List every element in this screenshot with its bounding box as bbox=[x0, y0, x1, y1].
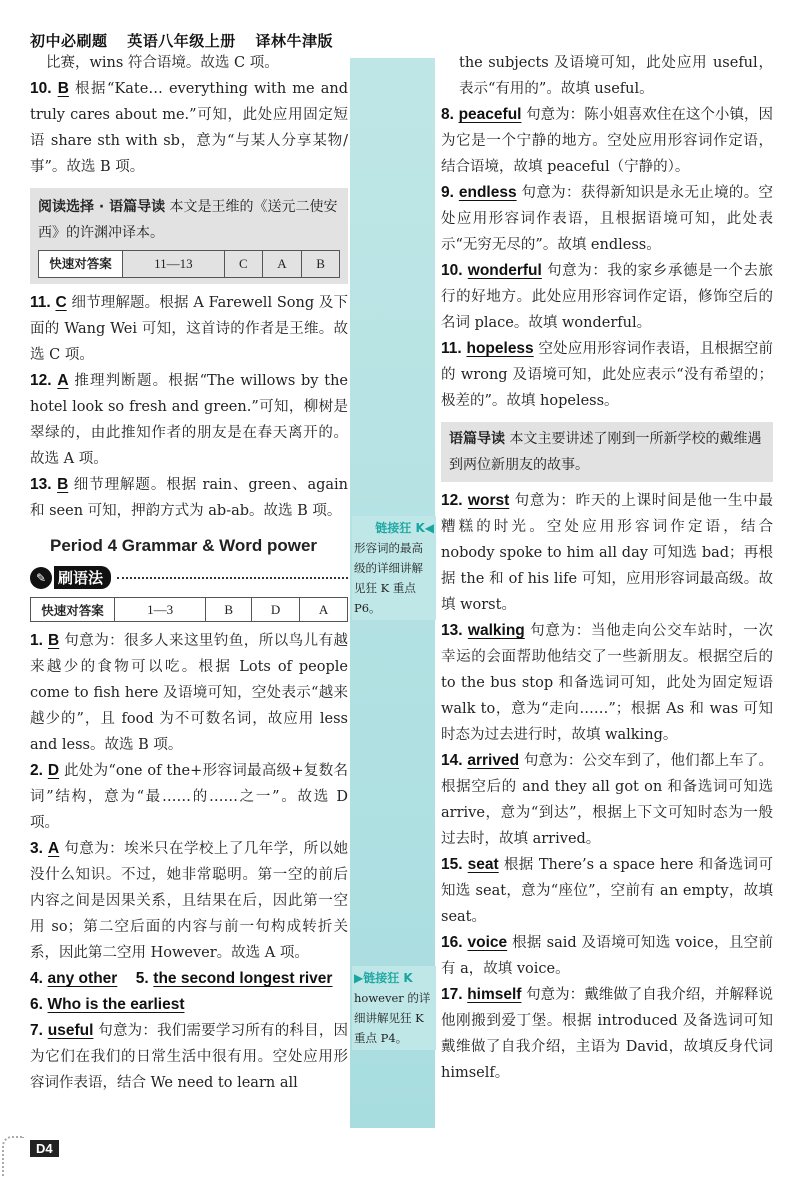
carry-text: 比赛，wins 符合语境。故选 C 项。 bbox=[46, 55, 279, 71]
side-note-however bbox=[352, 966, 436, 1050]
answer-item: 12. A 推理判断题。根据“The willows by the hotel look so fresh and green.”可知，柳树是翠绿的，由此推知作者的朋友是在春天离开的。故选 A 项。 bbox=[30, 372, 349, 467]
edition-title: 译林牛津版 bbox=[255, 32, 334, 50]
dotted-rule bbox=[117, 577, 348, 579]
answer-item: 10. wonderful 句意为：我的家乡承德是一个去旅行的好地方。此处应用形容词作定语，修饰空后的名词 place。故填 wonderful。 bbox=[441, 262, 774, 331]
answer-item: 7. useful 句意为：我们需要学习所有的科目，因为它们在我们的日常生活中很有用。空处应用形容词作表语，结合 We need to learn all bbox=[30, 1022, 349, 1091]
page-number: D4 bbox=[30, 1140, 59, 1157]
answer-item: 6. Who is the earliest bbox=[30, 996, 185, 1013]
answer-item: 13. walking 句意为：当他走向公交车站时，一次幸运的会面帮助他结交了一些新朋友。根据空后的 to the bus stop 和备选词可知，此处为固定短语 walk to，意为“走向……”；根据 As 和 was 可知时态为过去进行时，故填 walking。 bbox=[441, 622, 774, 743]
answer-item: 4. any other 5. the second longest river bbox=[30, 970, 333, 987]
answer-item: 12. worst 句意为：昨天的上课时间是他一生中最糟糕的时光。空处应用形容词作定语，结合 nobody spoke to him all day 可知选 bad；再根据 the 和 of his life 可知，应用形容词最高级。故填 worst。 bbox=[441, 492, 774, 613]
answer-item: 1. B 句意为：很多人来这里钓鱼，所以鸟儿有越来越少的食物可以吃。根据 Lots of people come to fish here 及语境可知，空处表示“越来越少的”，且 food 为不可数名词，故应用 less and less。故选 B 项。 bbox=[30, 632, 349, 753]
answer-item: 14. arrived 句意为：公交车到了，他们都上车了。根据空后的 and they all got on 和备选词可知选 arrive，意为“到达”，根据上下文可知时态为一般过去时，故填 arrived。 bbox=[441, 752, 774, 847]
answer-item: 3. A 句意为：埃米只在学校上了几年学，所以她没什么知识。不过，她非常聪明。第一空的前后内容之间是因果关系，且结果在后，因此第一空用 so；第二空后面的内容与前一句构成转折关系，因此第二空用 However。故选 A 项。 bbox=[30, 840, 349, 961]
period-heading: Period 4 Grammar & Word power bbox=[50, 536, 318, 555]
quick-answer-table: 快速对答案 11—13 C A B bbox=[38, 250, 340, 278]
answer-item: 11. hopeless 空处应用形容词作表语，且根据空前的 wrong 及语境可知，此处应表示“没有希望的；极差的”。故填 hopeless。 bbox=[441, 340, 774, 409]
pen-icon: ✎ bbox=[30, 567, 52, 589]
page-header bbox=[30, 30, 347, 51]
answer-item: 16. voice 根据 said 及语境可知选 voice，且空前有 a，故填 voice。 bbox=[441, 934, 774, 977]
quick-answer-table: 快速对答案 1—3 B D A bbox=[30, 597, 348, 622]
grammar-section-banner: ✎ 刷语法 bbox=[30, 566, 348, 589]
reading-guide: 语篇导读 本文主要讲述了刚到一所新学校的戴维遇到两位新朋友的故事。 bbox=[441, 422, 773, 482]
answer-item: 17. himself 句意为：戴维做了自我介绍，并解释说他刚搬到爱丁堡。根据 introduced 及备选词可知戴维做了自我介绍，主语为 David，故填反身代词 himself。 bbox=[441, 986, 774, 1081]
book-title: 英语八年级上册 bbox=[127, 32, 236, 50]
reading-guide: 阅读选择 · 语篇导读 本文是王维的《送元二使安西》的许渊冲译本。 快速对答案 11—13 C A B bbox=[30, 188, 348, 284]
side-note-tag: 链接狂 K◀ bbox=[375, 521, 434, 535]
answer-item: 11. C 细节理解题。根据 A Farewell Song 及下面的 Wang Wei 可知，这首诗的作者是王维。故选 C 项。 bbox=[30, 294, 349, 363]
carry-text: the subjects 及语境可知，此处应用 useful，表示“有用的”。故填 useful。 bbox=[459, 55, 773, 97]
corner-decoration bbox=[2, 1136, 24, 1176]
series-title: 初中必刷题 bbox=[30, 32, 108, 50]
side-note-text: 形容词的最高级的详细讲解见狂 K 重点 P6。 bbox=[354, 541, 423, 615]
side-note-tag: ▶链接狂 K bbox=[354, 971, 413, 985]
right-column bbox=[441, 50, 773, 1086]
side-note-superlative bbox=[352, 516, 436, 620]
answer-item: 13. B 细节理解题。根据 rain、green、again 和 seen 可知，押韵方式为 ab-ab。故选 B 项。 bbox=[30, 476, 348, 519]
answer-item: 8. peaceful 句意为：陈小姐喜欢住在这个小镇，因为它是一个宁静的地方。空处应用形容词作定语，结合语境，故填 peaceful（宁静的）。 bbox=[441, 106, 774, 175]
answer-item: 9. endless 句意为：获得新知识是永无止境的。空处应用形容词作表语，且根据语境可知，此处表示“无穷无尽的”。故填 endless。 bbox=[441, 184, 774, 253]
answer-item: 15. seat 根据 There’s a space here 和备选词可知选 seat，意为“座位”，空前有 an empty，故填 seat。 bbox=[441, 856, 774, 925]
side-note-text: however 的详细讲解见狂 K 重点 P4。 bbox=[354, 991, 431, 1045]
answer-item: 10. B 根据“Kate… everything with me and truly cares about me.”可知，此处应用固定短语 share sth with sb，意为“与某人分享某物/事”。故选 B 项。 bbox=[30, 80, 349, 175]
left-column bbox=[30, 50, 348, 1096]
answer-item: 2. D 此处为“one of the+形容词最高级+复数名词”结构，意为“最……的……之一”。故选 D 项。 bbox=[30, 762, 349, 831]
